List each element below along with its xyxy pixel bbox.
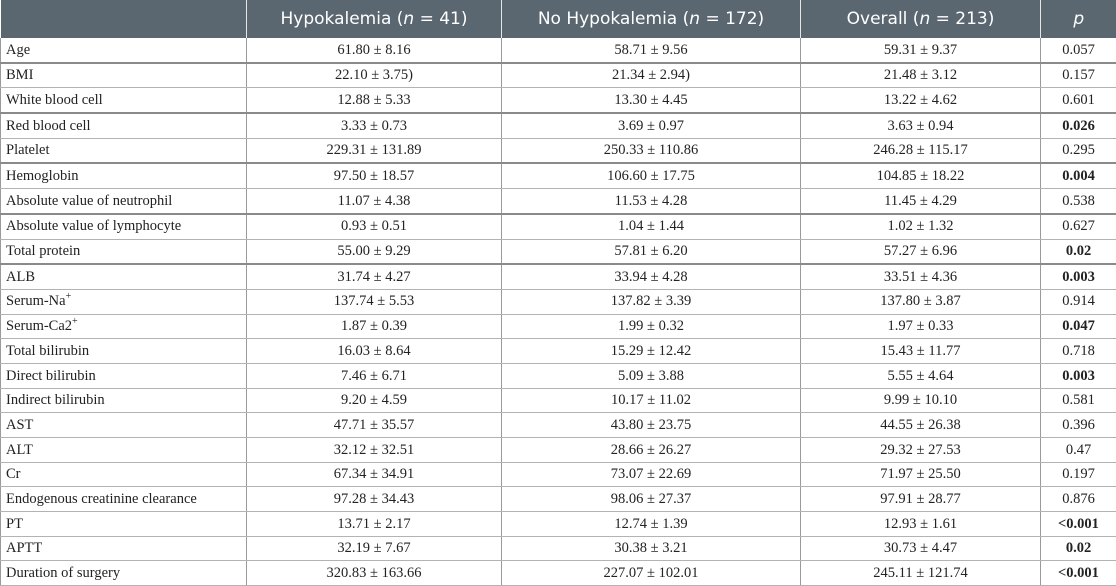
cell-p-value: 0.47 [1041,438,1116,463]
cell-overall: 104.85 ± 18.22 [801,163,1041,188]
row-label-text: Cr [6,466,21,482]
table-row [1,413,1116,438]
row-label [1,413,247,438]
table-row [1,536,1116,561]
table-row [1,88,1116,113]
cell-p-value: 0.581 [1041,388,1116,413]
header-p-label: p [1073,9,1084,29]
cell-hypokalemia: 9.20 ± 4.59 [247,388,502,413]
cell-overall: 13.22 ± 4.62 [801,88,1041,113]
cell-no-hypokalemia: 106.60 ± 17.75 [502,163,801,188]
table-row [1,561,1116,586]
cell-hypokalemia: 13.71 ± 2.17 [247,512,502,537]
row-label-superscript: + [72,316,78,327]
cell-overall: 44.55 ± 26.38 [801,413,1041,438]
cell-hypokalemia: 11.07 ± 4.38 [247,189,502,214]
header-no-hypokalemia-suffix: = 172) [700,9,764,29]
cell-no-hypokalemia: 58.71 ± 9.56 [502,38,801,63]
cell-overall: 11.45 ± 4.29 [801,189,1041,214]
row-label [1,339,247,364]
cell-p-value: 0.003 [1041,363,1116,388]
row-label [1,314,247,339]
table-row [1,264,1116,289]
cell-hypokalemia: 3.33 ± 0.73 [247,113,502,138]
cell-p-value: 0.026 [1041,113,1116,138]
cell-overall: 30.73 ± 4.47 [801,536,1041,561]
row-label-text: White blood cell [6,92,103,108]
table-row [1,487,1116,512]
header-no-hypokalemia-n: n [689,9,700,29]
cell-hypokalemia: 16.03 ± 8.64 [247,339,502,364]
cell-no-hypokalemia: 33.94 ± 4.28 [502,264,801,289]
cell-overall: 245.11 ± 121.74 [801,561,1041,586]
cell-p-value: 0.02 [1041,239,1116,264]
row-label-text: Absolute value of neutrophil [6,193,172,209]
cell-hypokalemia: 1.87 ± 0.39 [247,314,502,339]
cell-hypokalemia: 0.93 ± 0.51 [247,214,502,239]
cell-overall: 29.32 ± 27.53 [801,438,1041,463]
header-no-hypokalemia-prefix: No Hypokalemia ( [538,9,689,29]
row-label [1,561,247,586]
cell-p-value: 0.914 [1041,289,1116,314]
row-label [1,462,247,487]
header-overall-n: n [919,9,930,29]
cell-p-value: 0.538 [1041,189,1116,214]
cell-p-value: 0.627 [1041,214,1116,239]
row-label-text: Duration of surgery [6,565,120,581]
row-label [1,163,247,188]
row-label-text: Red blood cell [6,118,91,134]
cell-no-hypokalemia: 227.07 ± 102.01 [502,561,801,586]
cell-no-hypokalemia: 5.09 ± 3.88 [502,363,801,388]
cell-no-hypokalemia: 1.99 ± 0.32 [502,314,801,339]
cell-overall: 59.31 ± 9.37 [801,38,1041,63]
row-label-text: APTT [6,540,42,556]
header-overall [801,0,1041,38]
row-label [1,214,247,239]
table-row [1,189,1116,214]
cell-p-value: 0.718 [1041,339,1116,364]
cell-no-hypokalemia: 57.81 ± 6.20 [502,239,801,264]
cell-no-hypokalemia: 13.30 ± 4.45 [502,88,801,113]
row-label-text: ALB [6,269,35,285]
cell-overall: 246.28 ± 115.17 [801,138,1041,163]
cell-hypokalemia: 97.28 ± 34.43 [247,487,502,512]
row-label-text: ALT [6,442,33,458]
row-label-text: Indirect bilirubin [6,392,105,408]
row-label [1,239,247,264]
header-overall-suffix: = 213) [930,9,994,29]
header-hypokalemia-prefix: Hypokalemia ( [280,9,403,29]
cell-hypokalemia: 12.88 ± 5.33 [247,88,502,113]
table-row [1,63,1116,88]
row-label-text: Total protein [6,243,80,259]
header-hypokalemia-n: n [403,9,414,29]
cell-p-value: 0.157 [1041,63,1116,88]
cell-no-hypokalemia: 98.06 ± 27.37 [502,487,801,512]
table-row [1,239,1116,264]
cell-overall: 1.97 ± 0.33 [801,314,1041,339]
cell-overall: 9.99 ± 10.10 [801,388,1041,413]
table-row [1,113,1116,138]
cell-no-hypokalemia: 43.80 ± 23.75 [502,413,801,438]
cell-no-hypokalemia: 12.74 ± 1.39 [502,512,801,537]
header-variable [1,0,247,38]
row-label [1,438,247,463]
cell-overall: 57.27 ± 6.96 [801,239,1041,264]
cell-p-value: 0.004 [1041,163,1116,188]
header-hypokalemia [247,0,502,38]
cell-p-value: 0.197 [1041,462,1116,487]
cell-hypokalemia: 47.71 ± 35.57 [247,413,502,438]
cell-overall: 137.80 ± 3.87 [801,289,1041,314]
row-label-text: AST [6,417,33,433]
cell-overall: 12.93 ± 1.61 [801,512,1041,537]
table-row [1,363,1116,388]
row-label-text: Serum-Ca2 [6,318,72,334]
cell-no-hypokalemia: 30.38 ± 3.21 [502,536,801,561]
cell-no-hypokalemia: 21.34 ± 2.94) [502,63,801,88]
cell-overall: 15.43 ± 11.77 [801,339,1041,364]
cell-overall: 71.97 ± 25.50 [801,462,1041,487]
cell-hypokalemia: 22.10 ± 3.75) [247,63,502,88]
row-label [1,487,247,512]
cell-p-value: 0.295 [1041,138,1116,163]
cell-overall: 5.55 ± 4.64 [801,363,1041,388]
cell-no-hypokalemia: 250.33 ± 110.86 [502,138,801,163]
table-row [1,462,1116,487]
cell-p-value: 0.047 [1041,314,1116,339]
row-label [1,138,247,163]
cell-p-value: 0.601 [1041,88,1116,113]
cell-overall: 1.02 ± 1.32 [801,214,1041,239]
cell-overall: 21.48 ± 3.12 [801,63,1041,88]
table-row [1,38,1116,63]
table-row [1,214,1116,239]
cell-overall: 33.51 ± 4.36 [801,264,1041,289]
header-row [1,0,1116,38]
cell-overall: 3.63 ± 0.94 [801,113,1041,138]
table-row [1,138,1116,163]
cell-no-hypokalemia: 3.69 ± 0.97 [502,113,801,138]
cell-hypokalemia: 31.74 ± 4.27 [247,264,502,289]
cell-hypokalemia: 320.83 ± 163.66 [247,561,502,586]
cell-p-value: <0.001 [1041,561,1116,586]
row-label [1,88,247,113]
cell-hypokalemia: 97.50 ± 18.57 [247,163,502,188]
cell-no-hypokalemia: 15.29 ± 12.42 [502,339,801,364]
table-body [1,38,1116,586]
table-row [1,289,1116,314]
table-header [1,0,1116,38]
row-label [1,363,247,388]
cell-hypokalemia: 32.19 ± 7.67 [247,536,502,561]
row-label-text: Serum-Na [6,293,66,309]
cell-no-hypokalemia: 1.04 ± 1.44 [502,214,801,239]
row-label [1,289,247,314]
cell-p-value: 0.02 [1041,536,1116,561]
cell-hypokalemia: 7.46 ± 6.71 [247,363,502,388]
row-label-text: BMI [6,67,33,83]
cell-overall: 97.91 ± 28.77 [801,487,1041,512]
cell-no-hypokalemia: 10.17 ± 11.02 [502,388,801,413]
cell-hypokalemia: 55.00 ± 9.29 [247,239,502,264]
row-label-text: Age [6,42,30,58]
cell-hypokalemia: 229.31 ± 131.89 [247,138,502,163]
row-label [1,38,247,63]
header-no-hypokalemia [502,0,801,38]
cell-no-hypokalemia: 11.53 ± 4.28 [502,189,801,214]
row-label-text: PT [6,516,23,532]
row-label [1,512,247,537]
cell-p-value: <0.001 [1041,512,1116,537]
row-label-text: Endogenous creatinine clearance [6,491,197,507]
row-label [1,113,247,138]
row-label-text: Total bilirubin [6,343,89,359]
header-overall-prefix: Overall ( [847,9,920,29]
row-label [1,388,247,413]
header-hypokalemia-suffix: = 41) [414,9,467,29]
table-row [1,512,1116,537]
table-row [1,438,1116,463]
row-label-text: Absolute value of lymphocyte [6,218,181,234]
cell-hypokalemia: 67.34 ± 34.91 [247,462,502,487]
row-label [1,264,247,289]
cell-hypokalemia: 61.80 ± 8.16 [247,38,502,63]
cell-no-hypokalemia: 137.82 ± 3.39 [502,289,801,314]
header-p-value [1041,0,1116,38]
cell-p-value: 0.003 [1041,264,1116,289]
cell-p-value: 0.876 [1041,487,1116,512]
row-label [1,189,247,214]
row-label-superscript: + [66,292,72,303]
row-label-text: Direct bilirubin [6,368,96,384]
row-label-text: Hemoglobin [6,168,79,184]
row-label [1,536,247,561]
cell-no-hypokalemia: 73.07 ± 22.69 [502,462,801,487]
cell-no-hypokalemia: 28.66 ± 26.27 [502,438,801,463]
table-row [1,339,1116,364]
table-row [1,163,1116,188]
table-row [1,314,1116,339]
cell-p-value: 0.396 [1041,413,1116,438]
row-label-text: Platelet [6,142,50,158]
cell-p-value: 0.057 [1041,38,1116,63]
cell-hypokalemia: 137.74 ± 5.53 [247,289,502,314]
cell-hypokalemia: 32.12 ± 32.51 [247,438,502,463]
row-label [1,63,247,88]
table-row [1,388,1116,413]
